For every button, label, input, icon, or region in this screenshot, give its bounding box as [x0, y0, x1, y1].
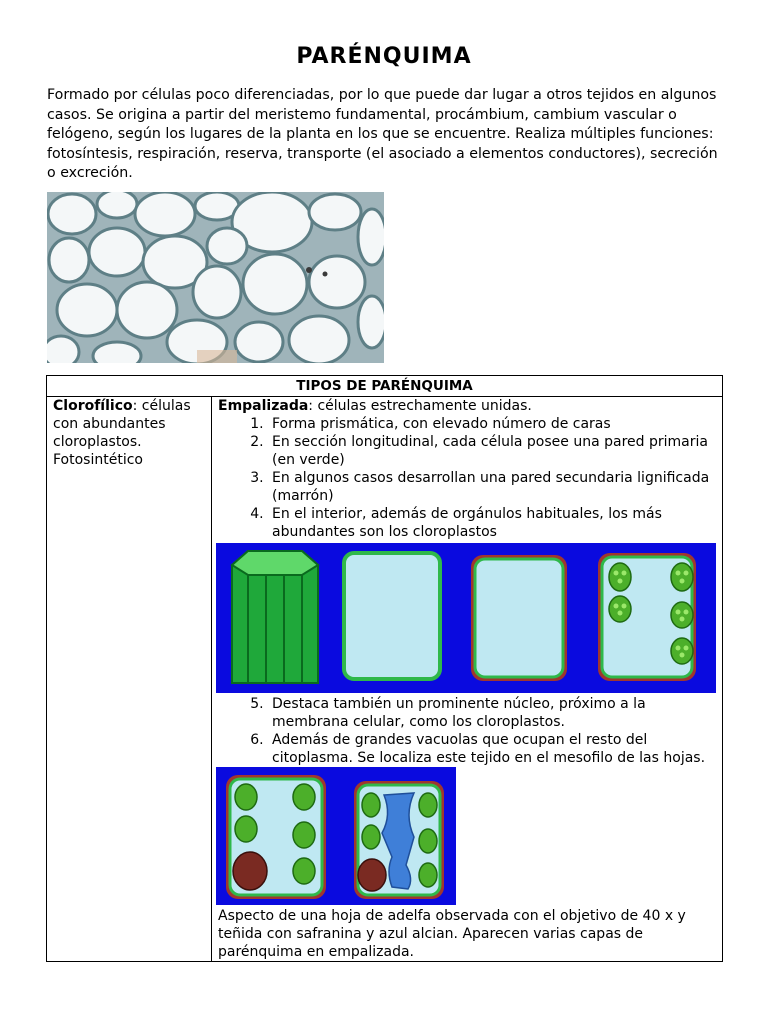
clorofilico-cell — [47, 397, 212, 962]
list-item: 3. En algunos casos desarrollan una pared secundaria lignificada (marrón) — [268, 469, 716, 505]
prism-icon — [232, 551, 318, 683]
empalizada-desc: : células estrechamente unidas. — [308, 398, 532, 414]
empalizada-list-a — [218, 415, 716, 541]
list-item: 5. Destaca también un prominente núcleo, próximo a la membrana celular, como los cloroplastos. — [268, 695, 716, 731]
list-item: 4. En el interior, además de orgánulos habituales, los más abundantes son los cloroplastos — [268, 505, 716, 541]
empalizada-term: Empalizada — [218, 398, 309, 414]
list-item: 1. Forma prismática, con elevado número de caras — [268, 415, 716, 433]
table-header: TIPOS DE PARÉNQUIMA — [47, 376, 723, 397]
clorofilico-term: Clorofílico — [53, 398, 133, 414]
list-item: 6. Además de grandes vacuolas que ocupan el resto del citoplasma. Se localiza este tejido en el mesofilo de las hojas. — [268, 731, 716, 767]
cell-diagram-1 — [216, 543, 716, 693]
intro-paragraph: Formado por células poco diferenciadas, por lo que puede dar lugar a otros tejidos en algunos casos. Se origina a partir del meristemo fundamental, procámbium, cambium vascular o felógeno, según los lugares de la planta en los que se encuentre. Realiza múltiples funciones: fotosíntesis, respiración, reserva, transporte (el asociado a elementos conductores), secreción o excreción. — [47, 87, 718, 181]
types-table — [46, 375, 723, 962]
list-item: 2. En sección longitudinal, cada célula posee una pared primaria (en verde) — [268, 433, 716, 469]
page-title: PARÉNQUIMA — [296, 44, 472, 69]
empalizada-list-b — [218, 695, 716, 767]
micrograph-image — [47, 192, 384, 363]
cell-diagram-2 — [216, 767, 456, 905]
empalizada-cell — [212, 397, 723, 962]
figure-caption: Aspecto de una hoja de adelfa observada con el objetivo de 40 x y teñida con safranina y azul alcian. Aparecen varias capas de parénquima en empalizada. — [218, 908, 686, 960]
clorofilico-desc: : células con abundantes cloroplastos. Fotosintético — [53, 398, 191, 468]
